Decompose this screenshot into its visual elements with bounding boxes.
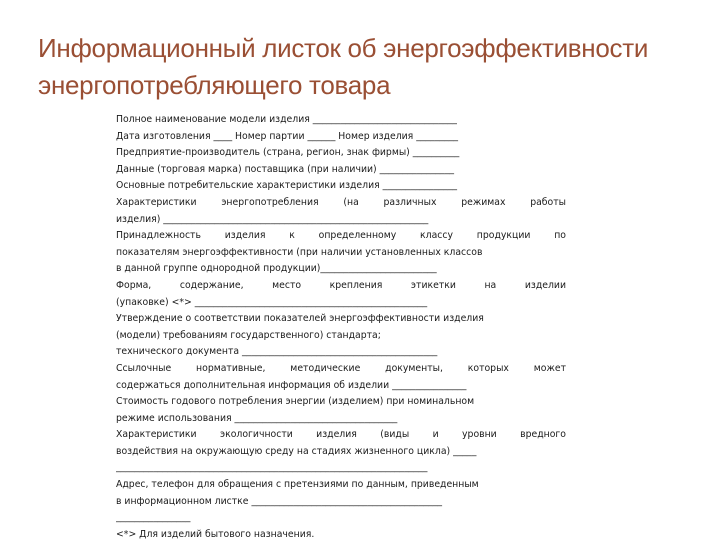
form-line-annual-cost-cont: режиме использования ___________________________________ (116, 412, 398, 424)
form-line-conformity-cont-1: (модели) требованиям государственного) стандарта; (116, 329, 381, 341)
form-line-manufacture-date: Дата изготовления ____ Номер партии ______ Номер изделия _________ (116, 130, 459, 142)
title-line-1: Информационный листок об энергоэффективности (38, 33, 649, 63)
form-line-efficiency-class: Принадлежность изделия к определенному классу продукции по (116, 230, 566, 242)
form-line-supplier: Данные (торговая марка) поставщика (при наличии) ________________ (116, 163, 455, 175)
form-footnote: <*> Для изделий бытового назначения. (116, 528, 315, 540)
form-line-ecology-blank: ___________________________________________________________________ (116, 462, 428, 474)
form-line-claims-address-cont: в информационном листке _________________________________________ (116, 495, 443, 507)
form-line-claims-address: Адрес, телефон для обращения с претензиями по данным, приведенным (116, 479, 479, 491)
form-line-energy-characteristics: Характеристики энергопотребления (на различных режимах работы (116, 196, 566, 208)
form-line-conformity-cont-2: технического документа __________________________________________ (116, 346, 438, 358)
form-line-claims-address-blank: ________________ (116, 512, 191, 524)
form-line-efficiency-class-cont-2: в данной группе однородной продукции)_________________________ (116, 263, 437, 275)
form-line-energy-characteristics-cont: изделия) _________________________________________________________ (116, 213, 429, 225)
title-line-2: энергопотребляющего товара (38, 70, 391, 100)
form-line-label-placement-cont: (упаковке) <*> __________________________________________________ (116, 296, 428, 308)
form-line-reference-documents: Ссылочные нормативные, методические документы, которых может (116, 362, 566, 374)
form-line-efficiency-class-cont-1: показателям энергоэффективности (при наличии установленных классов (116, 246, 483, 258)
form-line-label-placement: Форма, содержание, место крепления этикетки на изделии (116, 279, 566, 291)
info-sheet-form (116, 112, 566, 543)
form-line-reference-documents-cont: содержаться дополнительная информация об изделии ________________ (116, 379, 467, 391)
form-line-ecology: Характеристики экологичности изделия (виды и уровни вредного (116, 429, 566, 441)
form-line-ecology-cont: воздействия на окружающую среду на стадиях жизненного цикла) _____ (116, 445, 477, 457)
form-line-manufacturer: Предприятие-производитель (страна, регион, знак фирмы) __________ (116, 147, 460, 159)
form-line-annual-cost: Стоимость годового потребления энергии (изделием) при номинальном (116, 396, 475, 408)
slide-title (38, 30, 698, 104)
form-line-consumer-characteristics: Основные потребительские характеристики изделия ________________ (116, 180, 458, 192)
form-line-conformity: Утверждение о соответствии показателей энергоэффективности изделия (116, 313, 484, 325)
form-line-model-name: Полное наименование модели изделия _______________________________ (116, 114, 457, 125)
